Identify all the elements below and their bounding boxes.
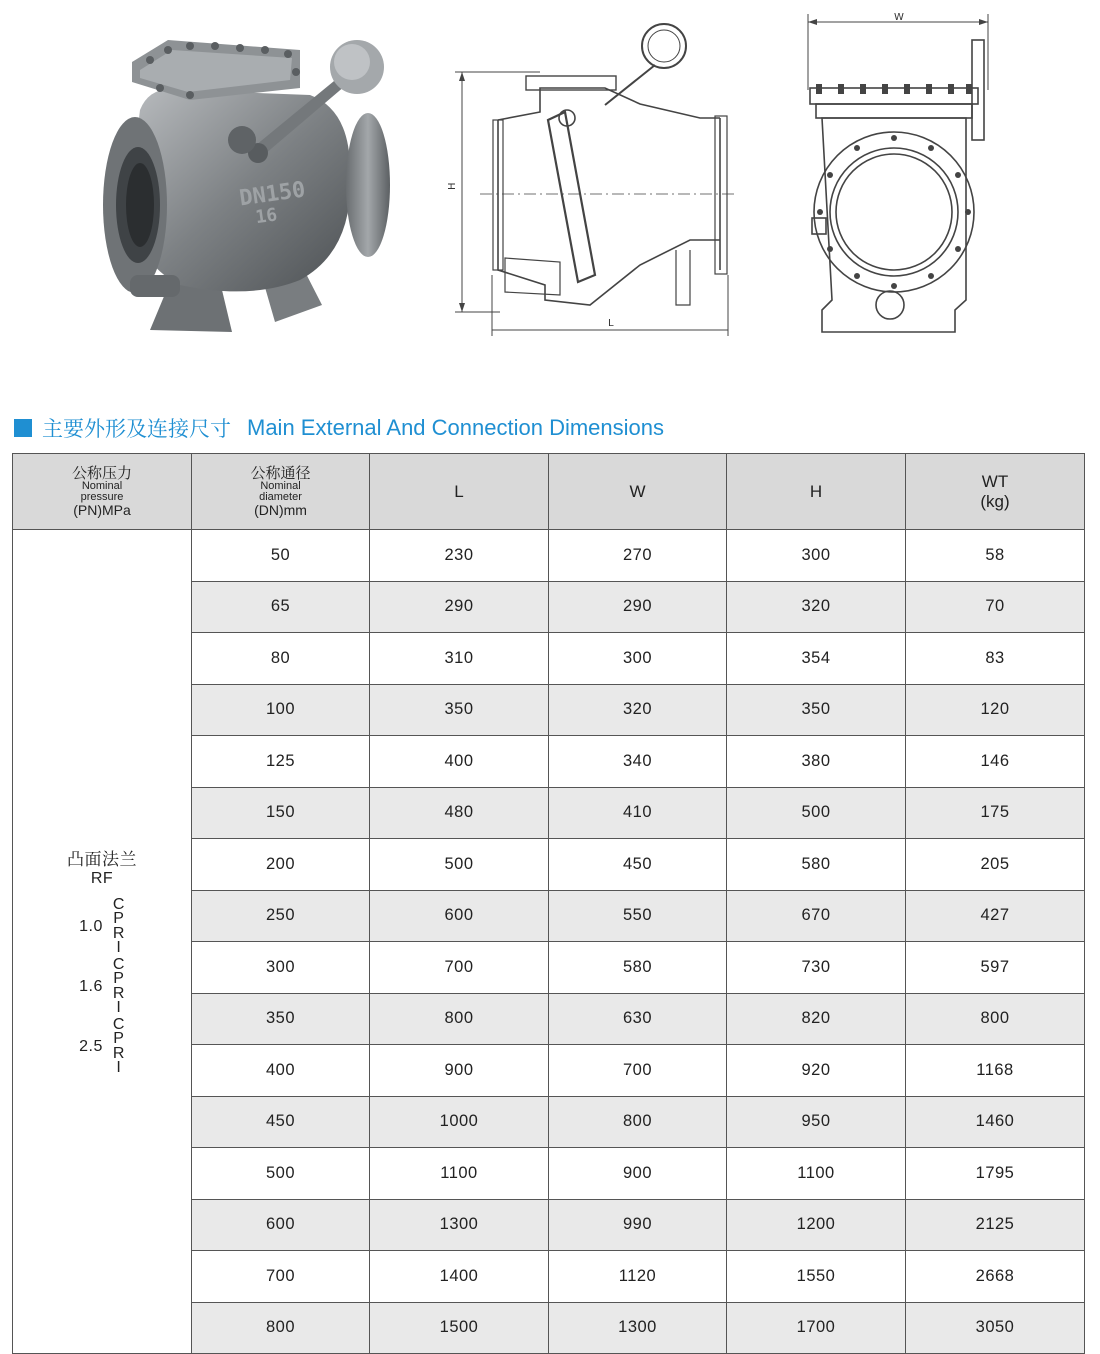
dim-label-w: W [894, 12, 904, 23]
side-section-drawing [447, 24, 735, 336]
cell-wt: 1168 [906, 1045, 1085, 1097]
table-row [13, 530, 1085, 582]
header-pn-cn: 公称压力 [71, 464, 132, 482]
cell-l: 230 [370, 530, 549, 582]
header-pn [13, 454, 192, 530]
cell-w: 450 [549, 839, 727, 891]
cell-h: 820 [727, 993, 906, 1045]
cell-w: 1300 [549, 1302, 727, 1354]
cell-dn: 700 [192, 1251, 370, 1303]
section-title-cn: 主要外形及连接尺寸 [42, 417, 231, 441]
cell-l: 310 [370, 633, 549, 685]
cell-wt: 70 [906, 581, 1085, 633]
cell-w: 320 [549, 684, 727, 736]
cell-dn: 500 [192, 1148, 370, 1200]
cell-wt: 146 [906, 736, 1085, 788]
cell-wt: 83 [906, 633, 1085, 685]
photo-marking-dn: DN150 [237, 177, 307, 212]
cell-dn: 200 [192, 839, 370, 891]
pressure-vertical-label: C P R I [112, 895, 125, 956]
cell-dn: 800 [192, 1302, 370, 1354]
front-view-drawing [808, 12, 988, 332]
cell-l: 500 [370, 839, 549, 891]
header-dn-cn: 公称通径 [250, 464, 311, 482]
cell-w: 300 [549, 633, 727, 685]
cell-wt: 58 [906, 530, 1085, 582]
cell-l: 400 [370, 736, 549, 788]
cell-h: 354 [727, 633, 906, 685]
section-title-en: Main External And Connection Dimensions [247, 415, 665, 440]
cell-h: 670 [727, 890, 906, 942]
cell-l: 600 [370, 890, 549, 942]
cell-wt: 205 [906, 839, 1085, 891]
cell-wt: 1795 [906, 1148, 1085, 1200]
cell-w: 900 [549, 1148, 727, 1200]
section-marker-square [14, 419, 32, 437]
cell-l: 1500 [370, 1302, 549, 1354]
cell-l: 1400 [370, 1251, 549, 1303]
valve-photo [103, 40, 390, 332]
cell-dn: 150 [192, 787, 370, 839]
pressure-class-2 [14, 955, 190, 1016]
valve-figures [0, 0, 1100, 360]
pressure-class-3 [14, 1015, 190, 1076]
cell-dn: 50 [192, 530, 370, 582]
cell-w: 630 [549, 993, 727, 1045]
cell-l: 700 [370, 942, 549, 994]
section-title [14, 412, 664, 444]
cell-wt: 120 [906, 684, 1085, 736]
cell-h: 1550 [727, 1251, 906, 1303]
cell-w: 410 [549, 787, 727, 839]
cell-h: 730 [727, 942, 906, 994]
cell-w: 550 [549, 890, 727, 942]
cell-h: 500 [727, 787, 906, 839]
pressure-value: 1.6 [79, 977, 103, 995]
table-header-row [13, 454, 1085, 530]
header-pn-en2: pressure [80, 490, 124, 503]
pressure-value: 2.5 [79, 1037, 103, 1055]
header-dn [192, 454, 370, 530]
pressure-class-1 [14, 895, 190, 956]
cell-dn: 250 [192, 890, 370, 942]
dim-label-l: L [608, 318, 614, 329]
cell-wt: 175 [906, 787, 1085, 839]
cell-h: 1100 [727, 1148, 906, 1200]
cell-dn: 300 [192, 942, 370, 994]
cell-h: 1700 [727, 1302, 906, 1354]
cell-wt: 427 [906, 890, 1085, 942]
cell-h: 380 [727, 736, 906, 788]
header-dn-unit: (DN)mm [254, 501, 307, 518]
flange-type-cn: 凸面法兰 [67, 849, 137, 870]
cell-wt: 2668 [906, 1251, 1085, 1303]
cell-l: 350 [370, 684, 549, 736]
pressure-value: 1.0 [79, 917, 103, 935]
cell-w: 290 [549, 581, 727, 633]
cell-wt: 800 [906, 993, 1085, 1045]
header-wt [906, 454, 1085, 530]
cell-dn: 400 [192, 1045, 370, 1097]
header-wt-label: WT [981, 471, 1009, 491]
cell-dn: 65 [192, 581, 370, 633]
header-dn-en1: Nominal [260, 479, 301, 492]
header-dn-en2: diameter [259, 490, 302, 503]
dim-label-h: H [447, 182, 458, 190]
cell-wt: 2125 [906, 1199, 1085, 1251]
cell-w: 270 [549, 530, 727, 582]
cell-l: 290 [370, 581, 549, 633]
cell-dn: 80 [192, 633, 370, 685]
cell-h: 350 [727, 684, 906, 736]
cell-h: 320 [727, 581, 906, 633]
cell-l: 1300 [370, 1199, 549, 1251]
pressure-vertical-label: C P R I [112, 955, 125, 1016]
cell-w: 580 [549, 942, 727, 994]
cell-w: 1120 [549, 1251, 727, 1303]
header-pn-unit: (PN)MPa [73, 501, 131, 518]
cell-h: 950 [727, 1096, 906, 1148]
cell-dn: 450 [192, 1096, 370, 1148]
cell-h: 580 [727, 839, 906, 891]
cell-w: 800 [549, 1096, 727, 1148]
cell-wt: 1460 [906, 1096, 1085, 1148]
cell-wt: 597 [906, 942, 1085, 994]
header-wt-unit: (kg) [980, 491, 1010, 511]
cell-w: 700 [549, 1045, 727, 1097]
dimensions-table [12, 453, 1085, 1354]
cell-dn: 100 [192, 684, 370, 736]
pressure-class-cell [13, 530, 192, 1354]
header-pn-en1: Nominal [81, 479, 123, 492]
cell-dn: 600 [192, 1199, 370, 1251]
flange-type-en: RF [90, 869, 114, 887]
cell-dn: 350 [192, 993, 370, 1045]
cell-wt: 3050 [906, 1302, 1085, 1354]
cell-l: 480 [370, 787, 549, 839]
cell-h: 920 [727, 1045, 906, 1097]
header-h: H [727, 454, 906, 530]
pressure-vertical-label: C P R I [112, 1015, 125, 1076]
cell-l: 900 [370, 1045, 549, 1097]
header-l: L [370, 454, 549, 530]
cell-w: 340 [549, 736, 727, 788]
cell-h: 1200 [727, 1199, 906, 1251]
valve-drawings-svg [0, 0, 1100, 360]
cell-w: 990 [549, 1199, 727, 1251]
header-w: W [549, 454, 727, 530]
cell-l: 800 [370, 993, 549, 1045]
cell-dn: 125 [192, 736, 370, 788]
cell-l: 1000 [370, 1096, 549, 1148]
cell-h: 300 [727, 530, 906, 582]
cell-l: 1100 [370, 1148, 549, 1200]
photo-marking-pn: 16 [254, 204, 279, 229]
